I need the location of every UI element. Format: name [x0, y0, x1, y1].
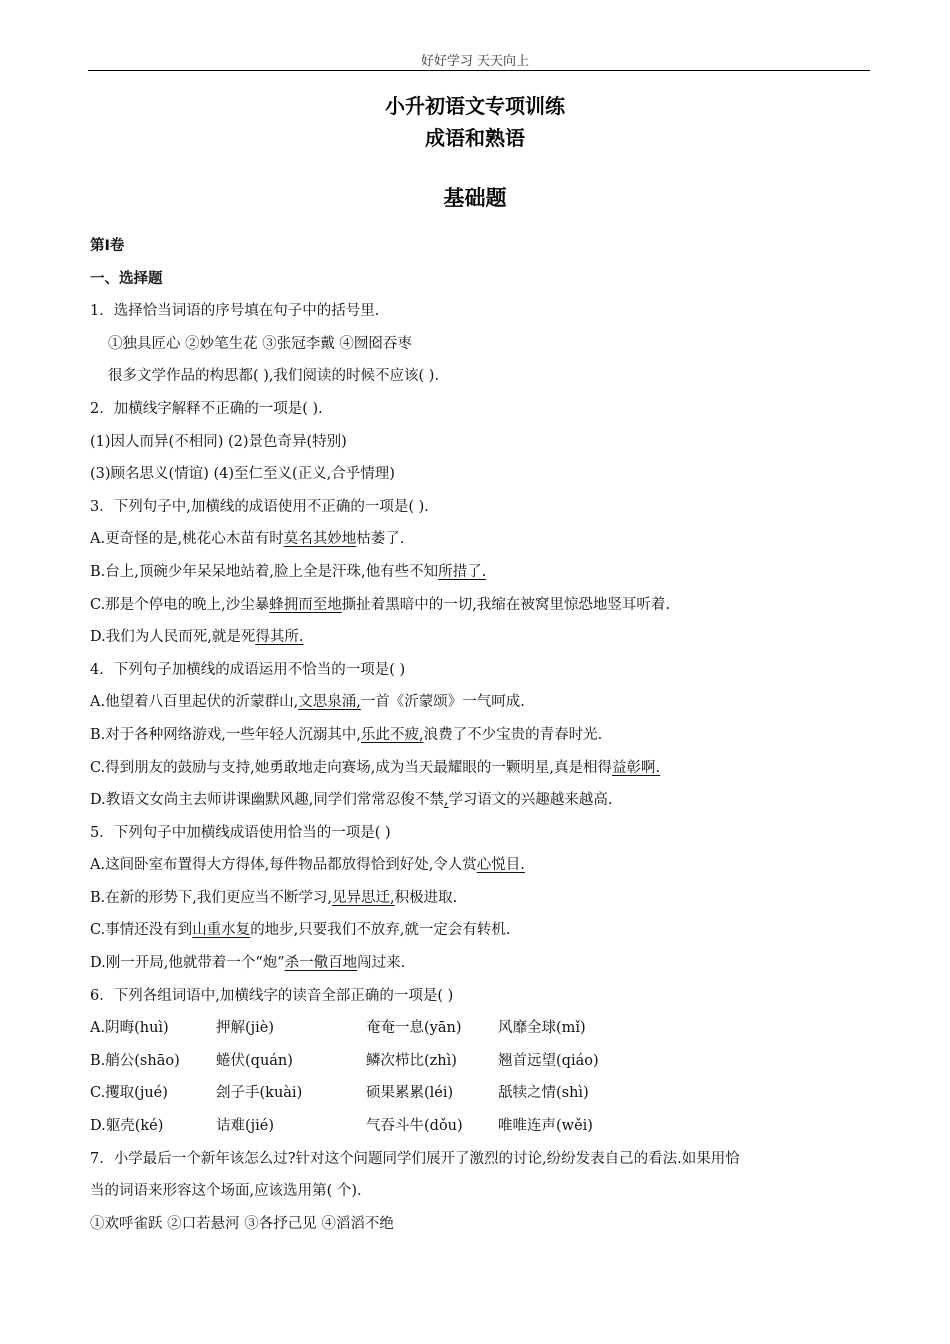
q6-option-a	[90, 1012, 870, 1045]
option-text: B.对于各种网络游戏,一些年轻人沉溺其中,	[90, 726, 361, 743]
option-text: C.得到朋友的鼓励与支持,她勇敢地走向赛场,成为当天最耀眼的一颗明星,真是相得	[90, 759, 613, 776]
q5-stem: 5．下列句子中加横线成语使用恰当的一项是( )	[90, 824, 391, 841]
option-text: 撕扯着黑暗中的一切,我缩在被窝里惊恐地竖耳听着.	[341, 596, 671, 613]
option-text: 闯过来.	[357, 955, 406, 972]
q3-option-d	[90, 621, 870, 654]
q4-option-c	[90, 752, 870, 785]
underlined-idiom: 蜂拥而至地	[269, 596, 342, 613]
volume-heading: 第Ⅰ卷	[90, 238, 125, 254]
underlined-idiom: 心悦目.	[476, 857, 525, 874]
option-text: 的地步,只要我们不放弃,就一定会有转机.	[250, 922, 511, 939]
q4-stem: 4．下列句子加横线的成语运用不恰当的一项是( )	[90, 661, 406, 678]
word-item: C.攫取(jué)	[90, 1085, 168, 1102]
q3-stem: 3．下列句子中,加横线的成语使用不正确的一项是( ).	[90, 498, 429, 515]
word-item: 蜷伏(quán)	[216, 1052, 293, 1069]
sub-title: 成语和熟语	[425, 126, 525, 150]
q2-stem: 2．加横线字解释不正确的一项是( ).	[90, 400, 323, 417]
q4-option-b	[90, 719, 870, 752]
q7-options: ①欢呼雀跃 ②口若悬河 ③各抒己见 ④滔滔不绝	[90, 1215, 394, 1232]
question-list	[90, 230, 870, 1240]
q1-options: ①独具匠心 ②妙笔生花 ③张冠李戴 ④囫囵吞枣	[108, 335, 412, 352]
word-item: 风靡全球(mǐ)	[498, 1020, 586, 1037]
q3-option-a	[90, 523, 870, 556]
word-item: 硕果累累(léi)	[366, 1085, 454, 1102]
q6-option-c	[90, 1077, 870, 1110]
q4-option-a	[90, 686, 870, 719]
option-text: B.在新的形势下,我们更应当不断学习,	[90, 889, 332, 906]
option-text: 积极进取.	[394, 889, 458, 906]
underlined-idiom: 杀一儆百地	[284, 955, 358, 972]
word-item: 气吞斗牛(dǒu)	[366, 1118, 463, 1135]
underlined-idiom: 见异思迁,	[331, 889, 395, 906]
option-text: 一首《沂蒙颂》一气呵成.	[360, 694, 525, 711]
underlined-idiom: 乐此不疲,	[360, 726, 424, 743]
word-item: 诘难(jié)	[216, 1118, 275, 1135]
section-title: 基础题	[443, 186, 507, 210]
q5-option-d	[90, 947, 870, 980]
q7-stem-1: 7．小学最后一个新年该怎么过?针对这个问题同学们展开了激烈的讨论,纷纷发表自己的看法.如果用恰	[90, 1150, 740, 1167]
underlined-idiom: 文思泉涌,	[298, 694, 361, 711]
q1-sentence: 很多文学作品的构思都( ),我们阅读的时候不应该( ).	[108, 368, 440, 385]
q5-option-a	[90, 849, 870, 882]
q4-option-d	[90, 784, 870, 817]
underlined-idiom: 山重水复	[192, 922, 251, 939]
part-heading: 一、选择题	[90, 270, 163, 287]
option-text: D.教语文女尚主去师讲课幽默风趣,同学们常常忍俊不禁	[90, 792, 444, 809]
option-text: C.那是个停电的晚上,沙尘暴	[90, 596, 270, 613]
q6-stem: 6．下列各组词语中,加横线字的读音全部正确的一项是( )	[90, 987, 454, 1004]
word-item: 鳞次栉比(zhì)	[366, 1052, 457, 1069]
title-block	[0, 90, 950, 154]
word-item: 押解(jiè)	[216, 1020, 275, 1037]
word-item: 刽子手(kuài)	[216, 1085, 303, 1102]
underlined-idiom: ,	[443, 792, 449, 809]
header-divider	[88, 70, 870, 71]
option-text: D.我们为人民而死,就是死	[90, 629, 256, 646]
option-text: A.他望着八百里起伏的沂蒙群山,	[90, 694, 299, 711]
q3-option-b	[90, 556, 870, 589]
q3-option-c	[90, 589, 870, 622]
word-item: A.阴晦(huì)	[90, 1020, 169, 1037]
option-text: 学习语文的兴趣越来越高.	[448, 792, 613, 809]
q2-options-1: (1)因人而异(不相同) (2)景色奇异(特别)	[90, 433, 347, 450]
page-header: 好好学习 天天向上	[420, 54, 530, 69]
underlined-idiom: 得其所.	[255, 629, 304, 646]
underlined-idiom: 益彰啊.	[612, 759, 661, 776]
main-title: 小升初语文专项训练	[385, 94, 565, 118]
option-text: A.这间卧室布置得大方得体,每件物品都放得恰到好处,令人赏	[90, 857, 477, 874]
option-text: B.台上,顶碗少年呆呆地站着,脸上全是汗珠,他有些不知	[90, 563, 439, 580]
underlined-idiom: 莫名其妙地	[283, 531, 357, 548]
word-item: 舐犊之情(shì)	[498, 1085, 589, 1102]
q7-stem-2: 当的词语来形容这个场面,应该选用第( 个).	[90, 1183, 362, 1200]
word-item: 奄奄一息(yān)	[366, 1020, 462, 1037]
q1-stem: 1．选择恰当词语的序号填在句子中的括号里.	[90, 303, 380, 320]
option-text: C.事情还没有到	[90, 922, 193, 939]
q5-option-c	[90, 914, 870, 947]
word-item: 翘首远望(qiáo)	[498, 1052, 599, 1069]
q2-options-2: (3)顾名思义(情谊) (4)至仁至义(正义,合乎情理)	[90, 466, 395, 483]
word-item: 唯唯连声(wěi)	[498, 1118, 593, 1135]
option-text: 浪费了不少宝贵的青春时光.	[423, 726, 603, 743]
option-text: A.更奇怪的是,桃花心木苗有时	[90, 531, 284, 548]
q5-option-b	[90, 882, 870, 915]
underlined-idiom: 所措了.	[438, 563, 487, 580]
word-item: B.艄公(shāo)	[90, 1052, 180, 1069]
q6-option-d	[90, 1110, 870, 1143]
option-text: 枯萎了.	[356, 531, 405, 548]
q6-option-b	[90, 1045, 870, 1078]
option-text: D.刚一开局,他就带着一个“炮”	[90, 955, 285, 972]
word-item: D.躯壳(ké)	[90, 1118, 164, 1135]
